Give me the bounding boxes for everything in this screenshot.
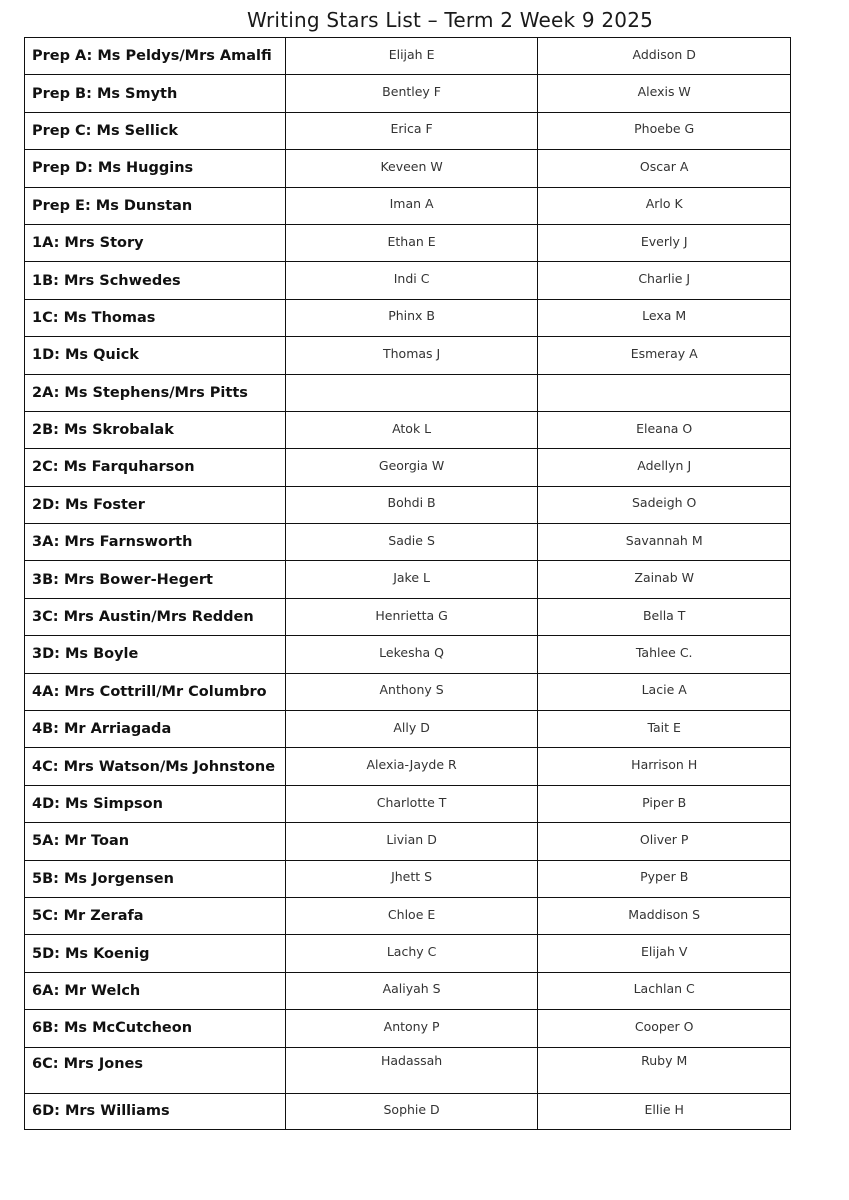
table-row xyxy=(25,711,791,748)
table-row xyxy=(25,972,791,1009)
class-label-cell: Prep E: Ms Dunstan xyxy=(25,187,286,224)
star-student-1-name: Jake L xyxy=(393,570,430,586)
star-student-2-name: Everly J xyxy=(640,233,688,249)
star-student-2-cell xyxy=(538,1047,791,1093)
class-label-cell: 4C: Mrs Watson/Ms Johnstone xyxy=(25,748,286,785)
star-student-2-cell xyxy=(538,748,791,785)
star-student-1-name: Sadie S xyxy=(388,532,435,548)
star-student-2-name: Piper B xyxy=(642,794,687,810)
star-student-1-name: Aaliyah S xyxy=(382,981,441,997)
star-student-1-cell xyxy=(285,449,538,486)
star-student-1-name: Georgia W xyxy=(378,457,445,473)
star-student-2-cell xyxy=(538,785,791,822)
star-student-1-cell xyxy=(285,897,538,934)
star-student-1-name: Thomas J xyxy=(382,345,441,361)
star-student-1-name: Henrietta G xyxy=(375,607,448,623)
star-student-2-name: Esmeray A xyxy=(630,345,698,361)
star-student-2-cell xyxy=(538,374,791,411)
star-student-1-cell xyxy=(285,524,538,561)
class-label-cell: 6B: Ms McCutcheon xyxy=(25,1010,286,1047)
table-row xyxy=(25,897,791,934)
star-student-2-name: Sadeigh O xyxy=(632,495,697,511)
table-row xyxy=(25,449,791,486)
star-student-1-cell xyxy=(285,823,538,860)
star-student-2-name: Lachlan C xyxy=(633,981,695,997)
star-student-1-cell xyxy=(285,1047,538,1093)
table-row xyxy=(25,75,791,112)
star-student-2-name: Ruby M xyxy=(641,1052,688,1068)
star-student-2-cell xyxy=(538,561,791,598)
star-student-1-name: Hadassah xyxy=(380,1052,443,1068)
star-student-1-cell xyxy=(285,561,538,598)
table-row xyxy=(25,524,791,561)
star-student-2-name: Alexis W xyxy=(637,84,691,100)
star-student-2-cell xyxy=(538,598,791,635)
star-student-2-name: Savannah M xyxy=(625,532,703,548)
star-student-2-cell xyxy=(538,860,791,897)
class-label-cell: 1D: Ms Quick xyxy=(25,337,286,374)
star-student-1-name: Lachy C xyxy=(386,944,437,960)
star-student-2-name: Elijah V xyxy=(640,944,688,960)
class-label-cell: 3D: Ms Boyle xyxy=(25,636,286,673)
star-student-1-cell xyxy=(285,1010,538,1047)
table-row xyxy=(25,224,791,261)
table-row xyxy=(25,411,791,448)
table-row xyxy=(25,374,791,411)
table-row xyxy=(25,337,791,374)
star-student-2-name: Zainab W xyxy=(634,570,694,586)
class-label-cell: 4B: Mr Arriagada xyxy=(25,711,286,748)
star-student-1-name: Keveen W xyxy=(380,158,443,174)
class-label-cell: 6D: Mrs Williams xyxy=(25,1093,286,1129)
star-student-1-cell xyxy=(285,299,538,336)
star-student-1-name: Erica F xyxy=(390,121,433,137)
star-student-1-name: Livian D xyxy=(386,831,437,847)
class-label-cell: 1B: Mrs Schwedes xyxy=(25,262,286,299)
table-row xyxy=(25,187,791,224)
star-student-1-cell xyxy=(285,486,538,523)
star-student-1-name: Jhett S xyxy=(391,869,433,885)
class-label-cell: 1A: Mrs Story xyxy=(25,224,286,261)
star-student-1-cell xyxy=(285,748,538,785)
table-row xyxy=(25,935,791,972)
class-label-cell: 1C: Ms Thomas xyxy=(25,299,286,336)
star-student-1-cell xyxy=(285,411,538,448)
star-student-2-cell xyxy=(538,935,791,972)
star-student-1-name: Bohdi B xyxy=(387,495,436,511)
star-student-1-cell xyxy=(285,673,538,710)
star-student-1-cell xyxy=(285,636,538,673)
star-student-2-cell xyxy=(538,711,791,748)
star-student-2-cell xyxy=(538,524,791,561)
table-row xyxy=(25,823,791,860)
star-student-1-cell xyxy=(285,1093,538,1129)
star-student-1-name: Ethan E xyxy=(387,233,436,249)
star-student-1-cell xyxy=(285,935,538,972)
star-student-2-cell xyxy=(538,224,791,261)
star-student-2-name: Charlie J xyxy=(638,271,691,287)
class-label-cell: Prep D: Ms Huggins xyxy=(25,150,286,187)
table-row xyxy=(25,673,791,710)
star-student-2-cell xyxy=(538,486,791,523)
class-label-cell: 5A: Mr Toan xyxy=(25,823,286,860)
star-student-2-cell xyxy=(538,673,791,710)
star-student-1-cell xyxy=(285,711,538,748)
class-label-cell: 2B: Ms Skrobalak xyxy=(25,411,286,448)
star-student-1-name: Antony P xyxy=(383,1018,440,1034)
star-student-2-name: Adellyn J xyxy=(637,457,692,473)
star-student-2-cell xyxy=(538,150,791,187)
star-student-2-cell xyxy=(538,972,791,1009)
star-student-2-name: Lexa M xyxy=(642,308,687,324)
star-student-1-cell xyxy=(285,262,538,299)
star-student-2-cell xyxy=(538,75,791,112)
star-student-2-cell xyxy=(538,1010,791,1047)
star-student-1-cell xyxy=(285,38,538,75)
star-student-2-cell xyxy=(538,1093,791,1129)
star-student-1-name: Phinx B xyxy=(388,308,435,324)
star-student-1-cell xyxy=(285,972,538,1009)
star-student-2-name: Addison D xyxy=(632,46,696,62)
class-label-cell: 3A: Mrs Farnsworth xyxy=(25,524,286,561)
star-student-2-name: Pyper B xyxy=(640,869,689,885)
star-student-2-cell xyxy=(538,112,791,149)
star-student-1-name: Bentley F xyxy=(382,84,441,100)
star-student-1-name: Lekesha Q xyxy=(379,644,444,660)
table-row xyxy=(25,112,791,149)
star-student-2-cell xyxy=(538,187,791,224)
star-student-2-name: Maddison S xyxy=(628,906,701,922)
star-student-1-cell xyxy=(285,374,538,411)
star-student-2-name: Bella T xyxy=(642,607,686,623)
class-label-cell: Prep B: Ms Smyth xyxy=(25,75,286,112)
class-label-cell: 3B: Mrs Bower-Hegert xyxy=(25,561,286,598)
star-student-2-name: Ellie H xyxy=(644,1101,684,1117)
class-label-cell: 2C: Ms Farquharson xyxy=(25,449,286,486)
star-student-1-cell xyxy=(285,150,538,187)
star-student-2-name: Cooper O xyxy=(634,1018,694,1034)
class-label-cell: 4A: Mrs Cottrill/Mr Columbro xyxy=(25,673,286,710)
star-student-1-cell xyxy=(285,112,538,149)
table-row xyxy=(25,748,791,785)
star-student-2-cell xyxy=(538,299,791,336)
star-student-2-name: Tahlee C. xyxy=(635,644,693,660)
star-student-1-name: Iman A xyxy=(389,196,434,212)
table-row xyxy=(25,598,791,635)
class-label-cell: 6A: Mr Welch xyxy=(25,972,286,1009)
class-label-cell: Prep A: Ms Peldys/Mrs Amalfi xyxy=(25,38,286,75)
star-student-1-name: Sophie D xyxy=(383,1101,440,1117)
star-student-2-cell xyxy=(538,449,791,486)
star-student-1-name: Indi C xyxy=(393,271,430,287)
star-student-1-cell xyxy=(285,224,538,261)
star-student-1-name: Elijah E xyxy=(388,46,435,62)
star-student-1-cell xyxy=(285,187,538,224)
class-label-cell: 4D: Ms Simpson xyxy=(25,785,286,822)
table-row xyxy=(25,1010,791,1047)
table-row xyxy=(25,561,791,598)
table-row xyxy=(25,486,791,523)
table-row xyxy=(25,38,791,75)
star-student-1-cell xyxy=(285,860,538,897)
star-student-1-name: Alexia-Jayde R xyxy=(366,757,457,773)
star-student-2-name: Tait E xyxy=(647,719,681,735)
table-row xyxy=(25,1093,791,1129)
table-row xyxy=(25,262,791,299)
table-row xyxy=(25,299,791,336)
star-student-2-name: Harrison H xyxy=(631,757,698,773)
table-row xyxy=(25,150,791,187)
star-student-1-cell xyxy=(285,337,538,374)
star-student-2-cell xyxy=(538,38,791,75)
star-student-1-name: Chloe E xyxy=(387,906,436,922)
star-student-1-name: Ally D xyxy=(393,719,430,735)
class-label-cell: 5C: Mr Zerafa xyxy=(25,897,286,934)
star-student-2-cell xyxy=(538,636,791,673)
star-student-2-name: Oscar A xyxy=(639,158,689,174)
star-student-2-cell xyxy=(538,823,791,860)
writing-stars-table xyxy=(24,37,791,1130)
star-student-1-cell xyxy=(285,598,538,635)
star-student-2-name: Lacie A xyxy=(641,682,687,698)
star-student-1-name: Charlotte T xyxy=(376,794,447,810)
star-student-1-cell xyxy=(285,785,538,822)
table-row xyxy=(25,860,791,897)
star-student-1-name: Anthony S xyxy=(379,682,444,698)
star-student-1-name: Atok L xyxy=(392,420,432,436)
class-label-cell: 2A: Ms Stephens/Mrs Pitts xyxy=(25,374,286,411)
star-student-2-name: Phoebe G xyxy=(634,121,695,137)
star-student-2-cell xyxy=(538,337,791,374)
table-row xyxy=(25,785,791,822)
class-label-cell: 6C: Mrs Jones xyxy=(25,1047,286,1093)
star-student-2-name: Arlo K xyxy=(645,196,683,212)
star-student-2-cell xyxy=(538,897,791,934)
class-label-cell: 5D: Ms Koenig xyxy=(25,935,286,972)
page-title: Writing Stars List – Term 2 Week 9 2025 xyxy=(246,8,654,32)
star-student-2-name: Eleana O xyxy=(636,420,693,436)
class-label-cell: 2D: Ms Foster xyxy=(25,486,286,523)
table-row xyxy=(25,636,791,673)
class-label-cell: 3C: Mrs Austin/Mrs Redden xyxy=(25,598,286,635)
star-student-2-cell xyxy=(538,411,791,448)
star-student-2-cell xyxy=(538,262,791,299)
table-row xyxy=(25,1047,791,1093)
star-student-2-name: Oliver P xyxy=(639,831,689,847)
star-student-1-cell xyxy=(285,75,538,112)
class-label-cell: 5B: Ms Jorgensen xyxy=(25,860,286,897)
class-label-cell: Prep C: Ms Sellick xyxy=(25,112,286,149)
